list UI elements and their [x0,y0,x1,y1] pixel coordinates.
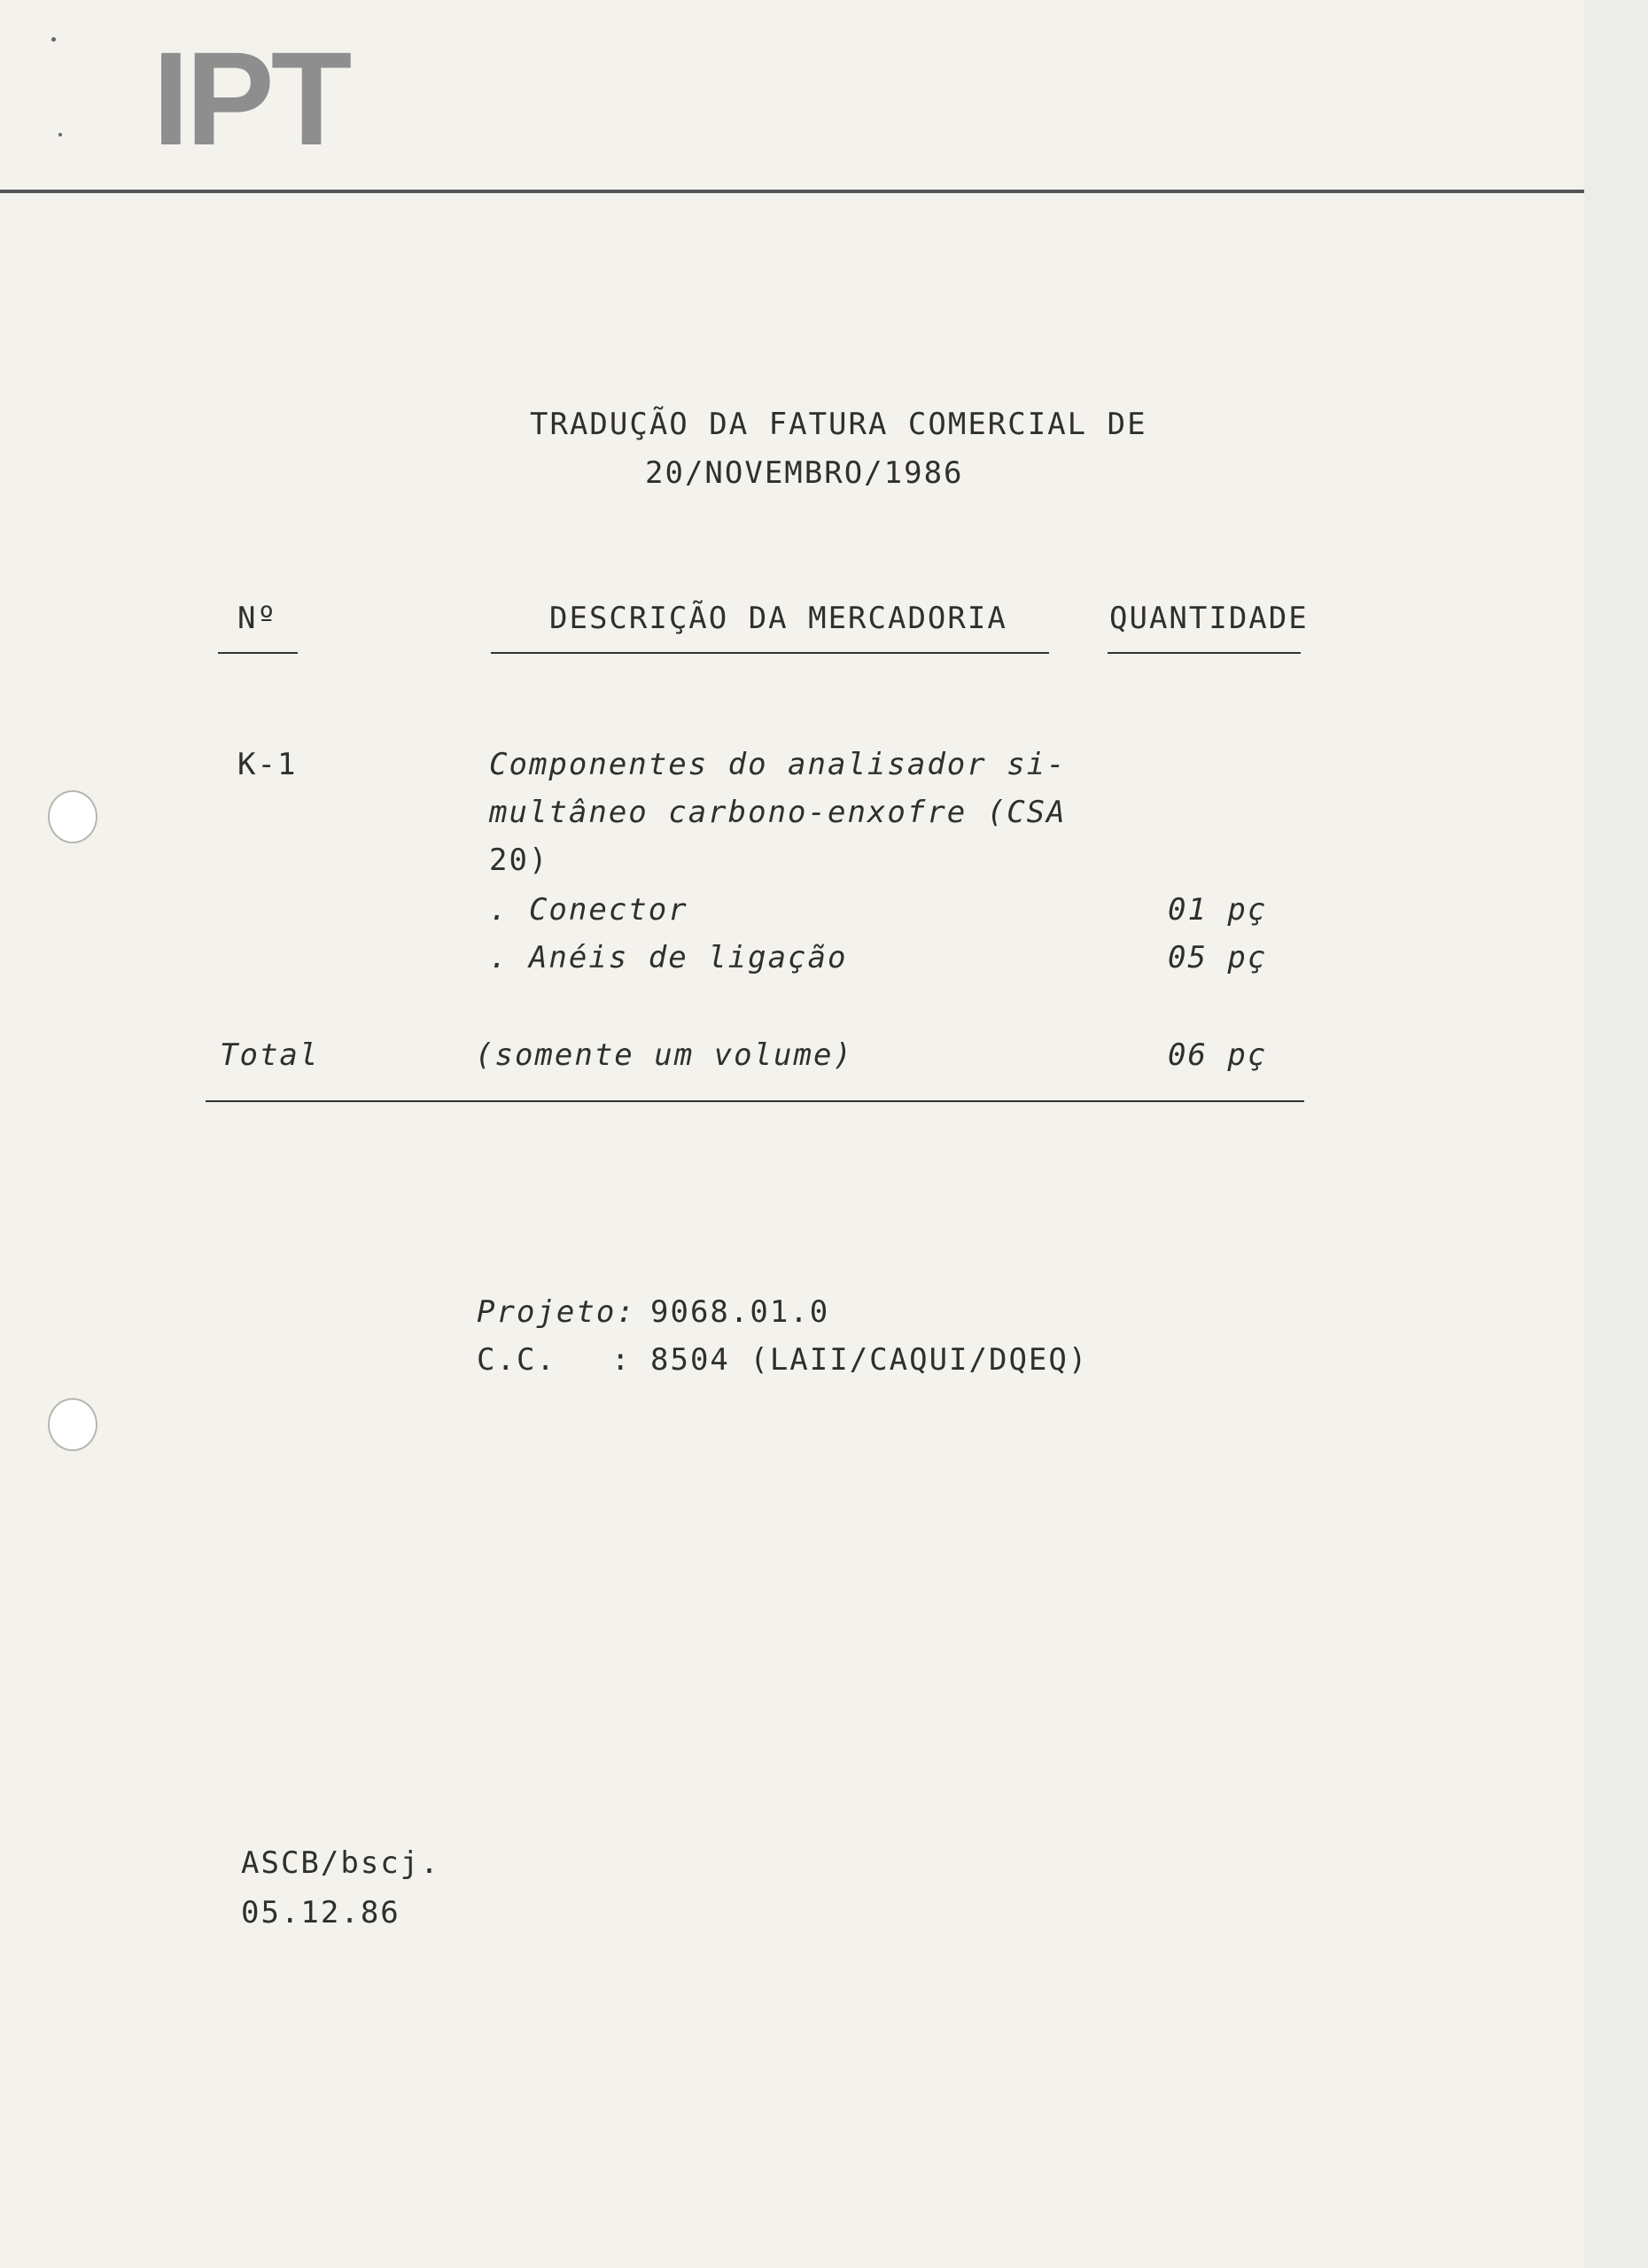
project-label: Projeto: [477,1294,636,1330]
item-code: K-1 [237,747,298,782]
footer-date: 05.12.86 [241,1895,400,1930]
scan-background [1584,0,1648,2268]
cost-center-label: C.C. [477,1342,556,1378]
subitem-label: . Anéis de ligação [489,940,848,975]
header-rule [0,190,1584,193]
project-value: 9068.01.0 [650,1294,830,1330]
subitem-quantity: 01 pç [1168,892,1268,928]
total-label: Total [220,1037,320,1073]
column-header-quantity: QUANTIDADE [1109,601,1309,636]
header-underline-number [218,652,298,654]
item-description-line: multâneo carbono-enxofre (CSA [489,795,1067,830]
punch-hole [48,1398,97,1451]
author-initials: ASCB/bscj. [241,1845,440,1881]
ipt-logo: IPT [152,24,349,173]
subitem-label: . Conector [489,892,688,928]
subitem-quantity: 05 pç [1168,940,1268,975]
item-description-line: 20) [489,843,549,878]
header-underline-quantity [1108,652,1301,654]
total-quantity: 06 pç [1168,1037,1268,1073]
cost-center-value: 8504 (LAII/CAQUI/DQEQ) [650,1342,1089,1378]
document-title: TRADUÇÃO DA FATURA COMERCIAL DE [530,407,1147,442]
speck-mark [58,133,62,136]
cost-center-separator: : [611,1342,632,1378]
column-header-number: Nº [237,601,277,636]
document-date: 20/NOVEMBRO/1986 [645,455,964,491]
header-underline-description [491,652,1049,654]
total-description: (somente um volume) [475,1037,853,1073]
punch-hole [48,790,97,843]
total-underline [206,1100,1304,1102]
column-header-description: DESCRIÇÃO DA MERCADORIA [549,601,1007,636]
item-description-line: Componentes do analisador si- [489,747,1067,782]
speck-mark [51,37,56,42]
